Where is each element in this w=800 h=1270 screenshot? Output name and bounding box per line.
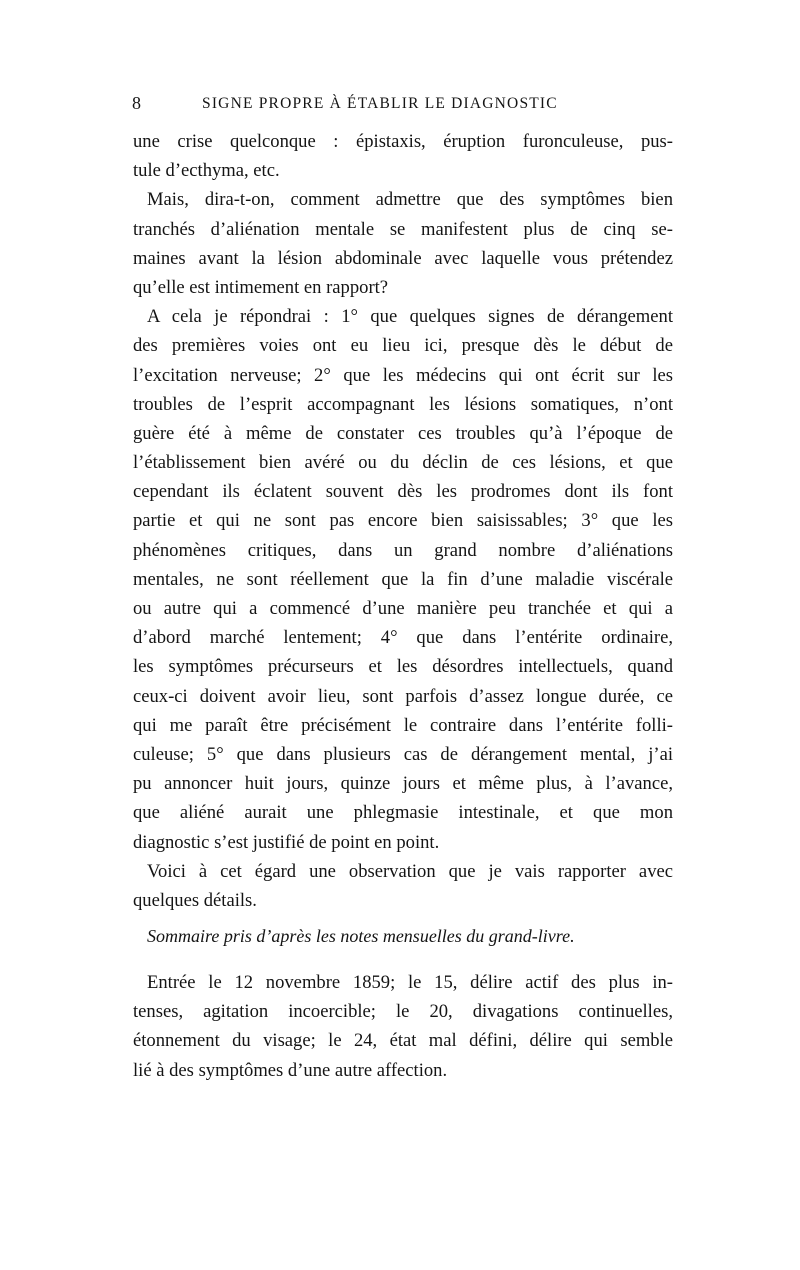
entry-text: [133, 968, 673, 1085]
text-line: guère été à même de constater ces troubles qu’à l’époque de: [133, 422, 673, 444]
text-line: une crise quelconque : épistaxis, éruption furonculeuse, pus-: [133, 131, 673, 152]
text-line: tule d’ecthyma, etc.: [133, 160, 280, 182]
text-line: étonnement du visage; le 24, état mal défini, délire qui semble: [133, 1030, 673, 1052]
text-line: A cela je répondrai : 1° que quelques signes de dérangement: [147, 306, 673, 328]
running-header: [132, 93, 672, 117]
text-line: mentales, ne sont réellement que la fin d’une maladie viscérale: [133, 568, 673, 590]
text-line: que aliéné aurait une phlegmasie intestinale, et que mon: [133, 802, 673, 824]
running-title: SIGNE PROPRE À ÉTABLIR LE DIAGNOSTIC: [202, 95, 558, 112]
text-line: ou autre qui a commencé d’une manière peu tranchée et qui a: [133, 598, 673, 619]
text-line: diagnostic s’est justifié de point en point.: [133, 831, 440, 853]
text-line: des premières voies ont eu lieu ici, presque dès le début de: [133, 335, 673, 357]
text-line: culeuse; 5° que dans plusieurs cas de dérangement mental, j’ai: [133, 743, 673, 765]
text-line: Mais, dira-t-on, comment admettre que des symptômes bien: [147, 189, 673, 211]
text-line: l’établissement bien avéré ou du déclin de ces lésions, et que: [133, 452, 673, 474]
text-line: phénomènes critiques, dans un grand nombre d’aliénations: [133, 539, 673, 561]
text-line: d’abord marché lentement; 4° que dans l’entérite ordinaire,: [133, 627, 673, 649]
text-line: partie et qui ne sont pas encore bien saisissables; 3° que les: [133, 510, 673, 532]
text-line: ceux-ci doivent avoir lieu, sont parfois d’assez longue durée, ce: [133, 685, 673, 707]
text-line: tenses, agitation incoercible; le 20, divagations continuelles,: [133, 1001, 673, 1023]
text-line: quelques détails.: [133, 889, 257, 911]
text-line: lié à des symptômes d’une autre affection.: [133, 1059, 448, 1081]
text-line: les symptômes précurseurs et les désordres intellectuels, quand: [133, 656, 673, 678]
text-line: pu annoncer huit jours, quinze jours et même plus, à l’avance,: [133, 773, 673, 795]
text-line: tranchés d’aliénation mentale se manifestent plus de cinq se-: [133, 218, 673, 240]
text-line: Voici à cet égard une observation que je vais rapporter avec: [147, 860, 673, 882]
main-text: [133, 127, 673, 915]
text-line: qu’elle est intimement en rapport?: [133, 276, 389, 298]
page-number: 8: [132, 93, 143, 113]
text-line: maines avant la lésion abdominale avec laquelle vous prétendez: [133, 247, 673, 269]
text-line: cependant ils éclatent souvent dès les prodromes dont ils font: [133, 481, 673, 503]
text-line: troubles de l’esprit accompagnant les lésions somatiques, n’ont: [133, 393, 673, 415]
text-line: l’excitation nerveuse; 2° que les médecins qui ont écrit sur les: [133, 364, 673, 386]
section-heading: Sommaire pris d’après les notes mensuelles du grand-livre.: [147, 926, 575, 946]
text-line: Entrée le 12 novembre 1859; le 15, délire actif des plus in-: [147, 972, 673, 993]
text-line: qui me paraît être précisément le contraire dans l’entérite folli-: [133, 714, 673, 736]
